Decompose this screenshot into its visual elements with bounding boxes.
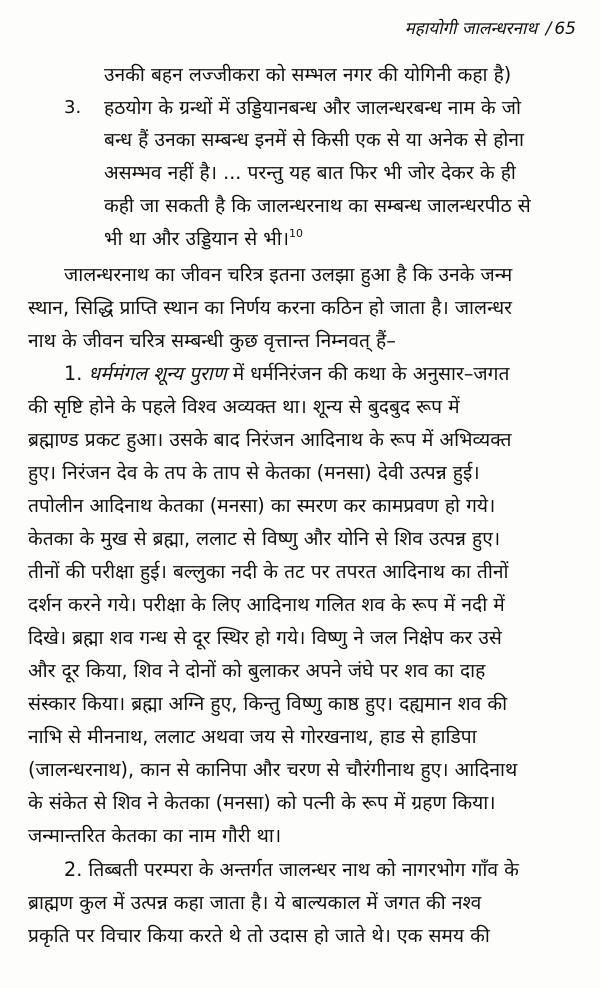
text-line: की सृष्टि होने के पहले विश्व अव्यक्त था। शून्य से बुदबुद रूप में [28, 395, 460, 418]
text-line: 2. तिब्बती परम्परा के अन्तर्गत जालन्धर नाथ को नागरभोग गाँव के [64, 858, 519, 881]
header-separator: / [545, 19, 552, 39]
text-line: दिखे। ब्रह्मा शव गन्ध से दूर स्थिर हो गये। विष्णु ने जल निक्षेप कर उसे [28, 626, 502, 649]
text-line: दर्शन करने गये। परीक्षा के लिए आदिनाथ गलित शव के रूप में नदी में [28, 593, 505, 616]
text-line: कही जा सकती है कि जालन्धरनाथ का सम्बन्ध जालन्धरपीठ से [104, 194, 531, 217]
text-line: संस्कार किया। ब्रह्मा अग्नि हुए, किन्तु विष्णु काष्ठ हुए। दह्यमान शव की [28, 692, 508, 715]
running-header [405, 16, 576, 39]
text-line: ब्रह्माण्ड प्रकट हुआ। उसके बाद निरंजन आदिनाथ के रूप में अभिव्यक्त [28, 428, 512, 451]
book-title: महायोगी जालन्धरनाथ [404, 19, 538, 39]
text-line: बन्ध हैं उनका सम्बन्ध इनमें से किसी एक से या अनेक से होना [104, 128, 524, 151]
text-line: के संकेत से शिव ने केतका (मनसा) को पत्नी के रूप में ग्रहण किया। [28, 791, 496, 814]
text-line [104, 225, 303, 253]
footnote-marker: 10 [289, 227, 303, 240]
text-line [64, 360, 509, 388]
text-line: नाभि से मीननाथ, ललाट अथवा जय से गोरखनाथ, हाड से हाडिपा [28, 725, 477, 748]
text-line: जन्मान्तरित केतका का नाम गौरी था। [28, 824, 282, 847]
list-number: 1. [64, 362, 83, 385]
text-line: तीनों की परीक्षा हुई। बल्लुका नदी के तट पर तपरत आदिनाथ का तीनों [28, 560, 509, 583]
text-fragment: में धर्मनिरंजन की कथा के अनुसार–जगत [232, 362, 510, 385]
text-line: हठयोग के ग्रन्थों में उड्डियानबन्ध और जालन्धरबन्ध नाम के जो [104, 96, 521, 119]
text-line: (जालन्धरनाथ), कान से कानिपा और चरण से चौरंगीनाथ हुए। आदिनाथ [28, 758, 518, 781]
book-reference: धर्ममंगल शून्य पुराण [88, 362, 227, 385]
text-line: स्थान, सिद्धि प्राप्ति स्थान का निर्णय करना कठिन हो जाता है। जालन्धर [28, 296, 512, 319]
text-fragment: भी था और उड्डियान से भी। [104, 227, 289, 250]
text-line: केतका के मुख से ब्रह्मा, ललाट से विष्णु और योनि से शिव उत्पन्न हुए। [28, 527, 501, 550]
text-line: प्रकृति पर विचार किया करते थे तो उदास हो जाते थे। एक समय की [28, 924, 490, 947]
list-number: 3. [64, 97, 82, 118]
text-line: उनकी बहन लज्जीकरा को सम्भल नगर की योगिनी कहा है) [104, 63, 512, 86]
text-line: नाथ के जीवन चरित्र सम्बन्धी कुछ वृत्तान्त निम्नवत् हैं– [28, 329, 396, 352]
text-line: तपोलीन आदिनाथ केतका (मनसा) का स्मरण कर कामप्रवण हो गये। [28, 494, 496, 517]
text-line: हुए। निरंजन देव के तप के ताप से केतका (मनसा) देवी उत्पन्न हुई। [28, 461, 480, 484]
text-line: और दूर किया, शिव ने दोनों को बुलाकर अपने जंघे पर शव का दाह [28, 659, 486, 682]
text-line: असम्भव नहीं है। ... परन्तु यह बात फिर भी जोर देकर के ही [104, 161, 516, 184]
page-number: 65 [554, 19, 576, 39]
text-line: ब्राह्मण कुल में उत्पन्न कहा जाता है। ये बाल्यकाल में जगत की नश्व [28, 891, 482, 914]
text-line: जालन्धरनाथ का जीवन चरित्र इतना उलझा हुआ है कि उनके जन्म [64, 263, 513, 286]
